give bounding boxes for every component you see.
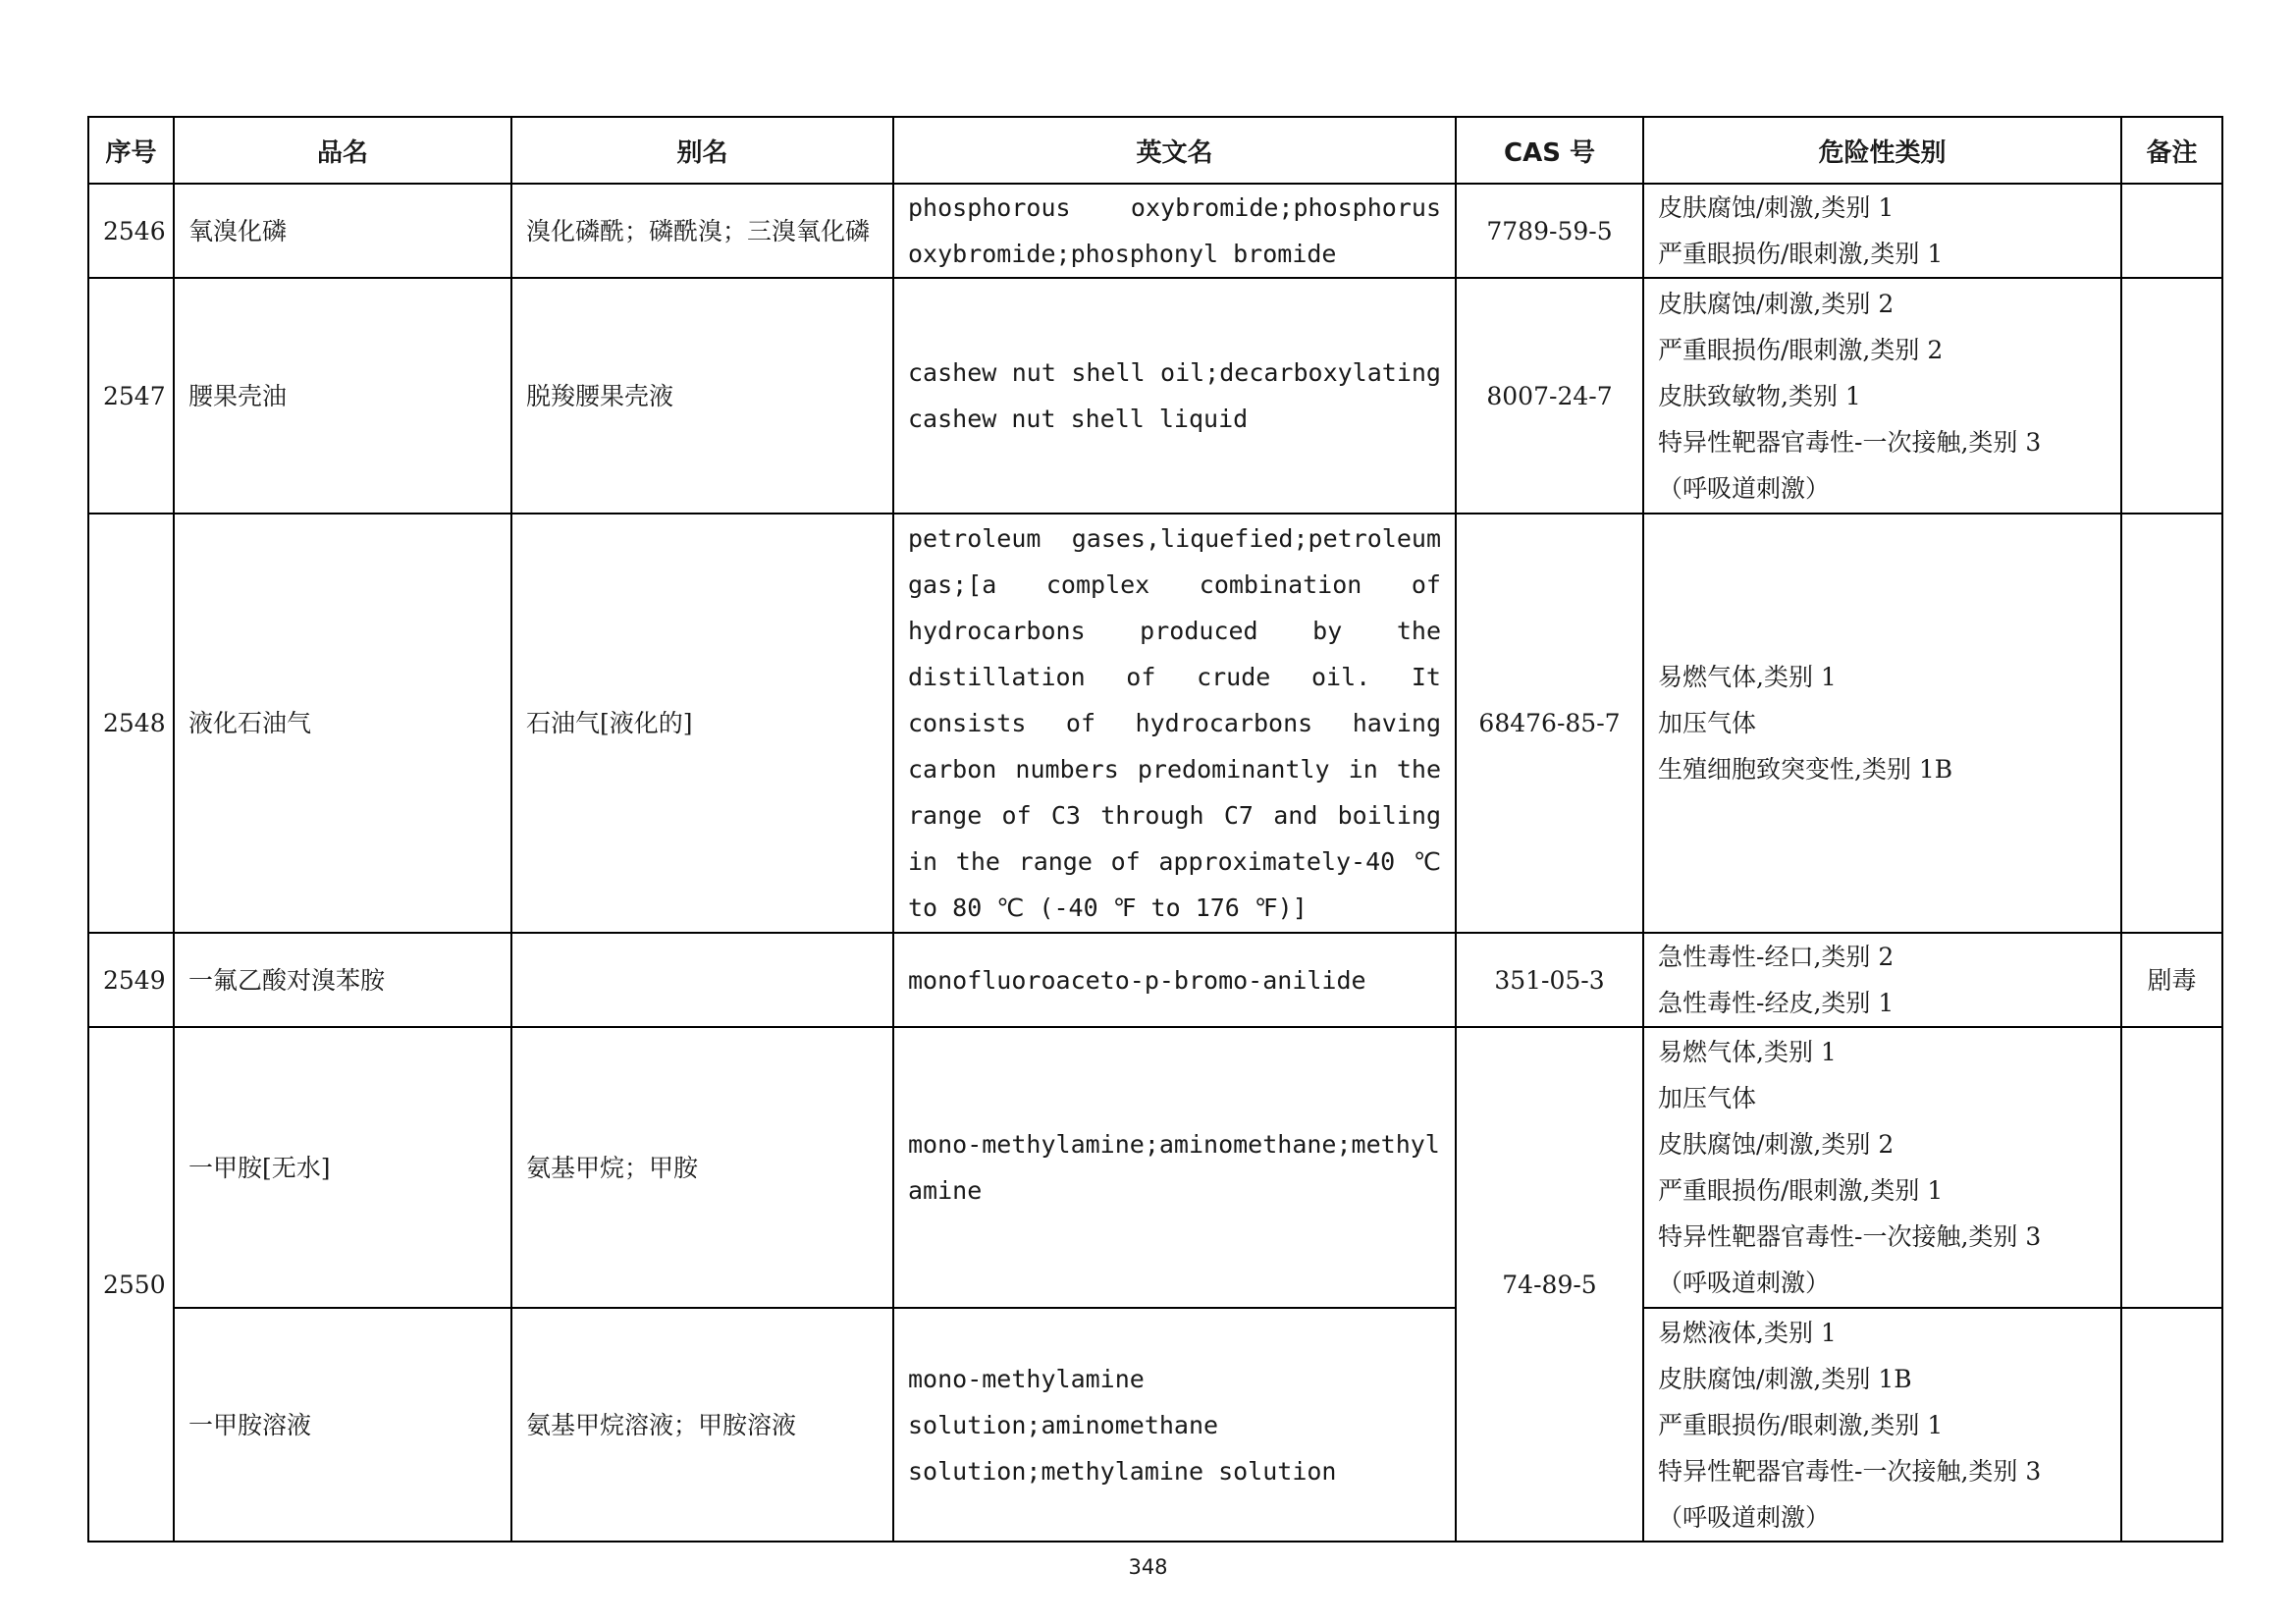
hazard-line: 皮肤腐蚀/刺激,类别 1 [1658,193,1895,222]
hazard-line: 特异性靶器官毒性-一次接触,类别 3 [1658,427,2042,457]
hazard-category-cell [1643,933,2121,1027]
hazard-line: 加压气体 [1658,709,1757,737]
remark-cell [2121,184,2222,278]
hazard-line: 加压气体 [1658,1084,1757,1112]
header-product-name: 品名 [174,117,511,184]
header-serial-number: 序号 [88,117,174,184]
header-cas-number: CAS 号 [1456,117,1643,184]
hazard-line: （呼吸道刺激） [1658,473,1831,503]
product-name-cell: 腰果壳油 [174,278,511,514]
table-row [88,184,2222,278]
table-row [88,1027,2222,1308]
hazard-line: 急性毒性-经皮,类别 1 [1658,989,1895,1017]
header-alias: 别名 [511,117,893,184]
cas-number-cell: 68476-85-7 [1456,514,1643,933]
remark-cell [2121,1027,2222,1308]
hazard-category-cell [1643,1308,2121,1542]
hazard-line: 皮肤腐蚀/刺激,类别 1B [1658,1364,1912,1393]
english-name-cell: mono-methylamine;aminomethane;methylamine [893,1027,1456,1308]
page-number: 348 [1128,1555,1168,1579]
hazard-line: 易燃气体,类别 1 [1658,663,1837,691]
remark-cell [2121,514,2222,933]
product-name-cell: 一甲胺溶液 [174,1308,511,1542]
english-name-cell: phosphorous oxybromide;phosphorus oxybromide;phosphonyl bromide [893,184,1456,278]
hazard-category-cell [1643,1027,2121,1308]
english-name-cell: petroleum gases,liquefied;petroleum gas;[a complex combination of hydrocarbons produced by the distillation of crude oil. It consists of hydrocarbons having carbon numbers predominantly in the range of C3 through C7 and boiling in the range of approximately-40 ℃ to 80 ℃ (-40 ℉ to 176 ℉)] [893,514,1456,933]
cas-number-cell: 7789-59-5 [1456,184,1643,278]
serial-number-cell: 2549 [88,933,174,1027]
header-hazard-category: 危险性类别 [1643,117,2121,184]
header-remark: 备注 [2121,117,2222,184]
table-row [88,1308,2222,1542]
hazard-line: 特异性靶器官毒性-一次接触,类别 3 [1658,1222,2042,1251]
alias-cell [511,933,893,1027]
hazard-line: 严重眼损伤/眼刺激,类别 1 [1658,1176,1944,1205]
hazard-line: 严重眼损伤/眼刺激,类别 2 [1658,335,1944,364]
alias-cell: 氨基甲烷溶液；甲胺溶液 [511,1308,893,1542]
hazard-category-cell [1643,278,2121,514]
alias-cell: 石油气[液化的] [511,514,893,933]
hazard-category-cell [1643,514,2121,933]
product-name-cell: 一氟乙酸对溴苯胺 [174,933,511,1027]
hazard-line: 皮肤致敏物,类别 1 [1658,381,1861,410]
hazard-category-cell [1643,184,2121,278]
table-header-row [88,117,2222,184]
product-name-cell: 液化石油气 [174,514,511,933]
hazard-line: （呼吸道刺激） [1658,1269,1831,1297]
remark-cell: 剧毒 [2121,933,2222,1027]
alias-cell: 脱羧腰果壳液 [511,278,893,514]
hazard-line: 生殖细胞致突变性,类别 1B [1658,755,1953,784]
hazard-line: 皮肤腐蚀/刺激,类别 2 [1658,289,1895,318]
hazard-line: 皮肤腐蚀/刺激,类别 2 [1658,1130,1895,1159]
table-row [88,278,2222,514]
table-row [88,933,2222,1027]
table-row [88,514,2222,933]
hazard-line: 易燃液体,类别 1 [1658,1318,1837,1347]
hazard-line: 严重眼损伤/眼刺激,类别 1 [1658,1410,1944,1439]
alias-cell: 溴化磷酰；磷酰溴；三溴氧化磷 [511,184,893,278]
serial-number-cell: 2546 [88,184,174,278]
hazard-line: （呼吸道刺激） [1658,1502,1831,1532]
english-name-cell: cashew nut shell oil;decarboxylating cashew nut shell liquid [893,278,1456,514]
remark-cell [2121,278,2222,514]
cas-number-cell: 351-05-3 [1456,933,1643,1027]
serial-number-cell: 2550 [88,1027,174,1542]
hazard-line: 易燃气体,类别 1 [1658,1038,1837,1066]
english-name-cell: monofluoroaceto-p-bromo-anilide [893,933,1456,1027]
product-name-cell: 一甲胺[无水] [174,1027,511,1308]
hazard-line: 严重眼损伤/眼刺激,类别 1 [1658,240,1944,268]
cas-number-cell: 8007-24-7 [1456,278,1643,514]
header-english-name: 英文名 [893,117,1456,184]
cas-number-cell: 74-89-5 [1456,1027,1643,1542]
hazardous-chemicals-table [87,116,2223,1543]
product-name-cell: 氧溴化磷 [174,184,511,278]
serial-number-cell: 2548 [88,514,174,933]
alias-cell: 氨基甲烷；甲胺 [511,1027,893,1308]
english-name-cell: mono-methylamine solution;aminomethane solution;methylamine solution [893,1308,1456,1542]
hazard-line: 特异性靶器官毒性-一次接触,类别 3 [1658,1456,2042,1486]
remark-cell [2121,1308,2222,1542]
serial-number-cell: 2547 [88,278,174,514]
hazard-line: 急性毒性-经口,类别 2 [1658,943,1895,971]
